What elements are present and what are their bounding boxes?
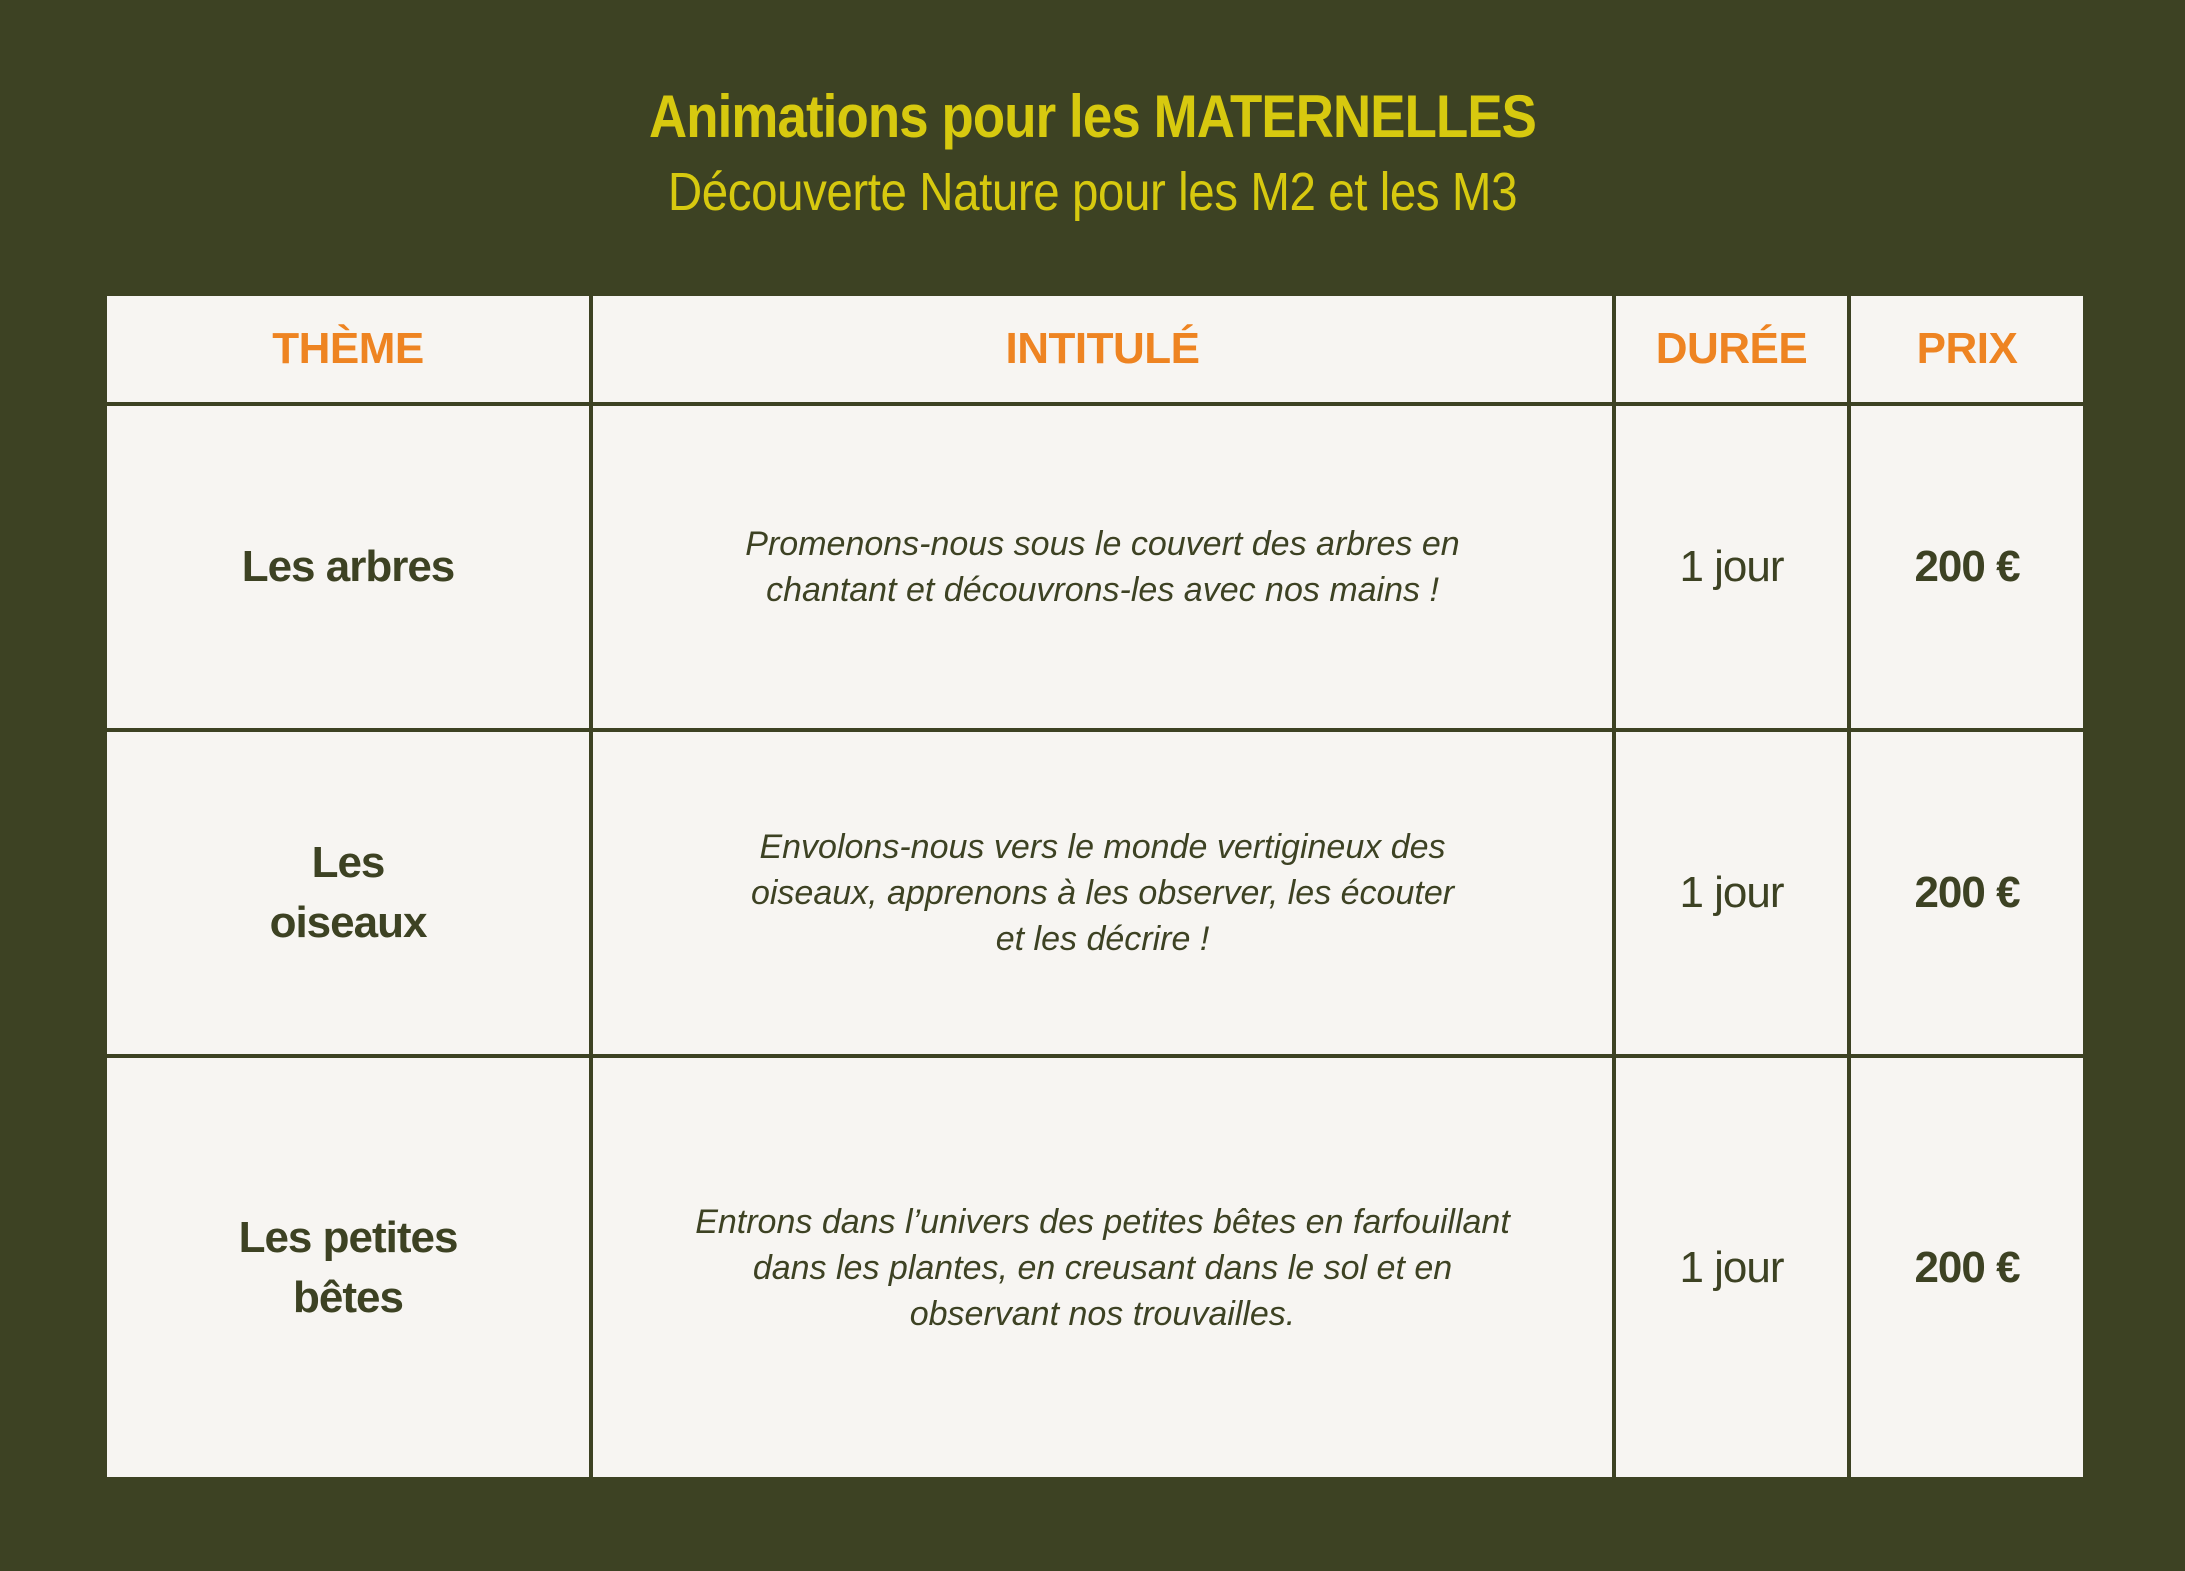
description-cell <box>591 730 1614 1056</box>
price-cell: 200 € <box>1849 404 2085 730</box>
price-cell: 200 € <box>1849 730 2085 1056</box>
description-cell <box>591 404 1614 730</box>
table-row <box>105 404 2085 730</box>
column-header-prix: PRIX <box>1849 294 2085 404</box>
description-text: Promenons-nous sous le couvert des arbres en chantant et découvrons-les avec nos mains ! <box>745 525 1460 609</box>
description-text: Entrons dans l’univers des petites bêtes en farfouillant dans les plantes, en creusant dans le sol et en observant nos trouvailles. <box>695 1202 1510 1333</box>
duration-cell: 1 jour <box>1614 730 1849 1056</box>
column-header-duree: DURÉE <box>1614 294 1849 404</box>
duration-cell: 1 jour <box>1614 1056 1849 1479</box>
duration-cell: 1 jour <box>1614 404 1849 730</box>
theme-text: Les oiseaux <box>269 838 427 947</box>
table-header-row <box>105 294 2085 404</box>
page-title: Animations pour les MATERNELLES <box>648 83 1537 150</box>
table-row <box>105 1056 2085 1479</box>
theme-cell <box>105 730 591 1056</box>
theme-cell <box>105 1056 591 1479</box>
activities-table <box>103 292 2087 1481</box>
theme-text: Les petites bêtes <box>238 1212 458 1322</box>
table-row <box>105 730 2085 1056</box>
column-header-intitule: INTITULÉ <box>591 294 1614 404</box>
theme-cell <box>105 404 591 730</box>
page-subtitle: Découverte Nature pour les M2 et les M3 <box>667 162 1518 222</box>
column-header-theme: THÈME <box>105 294 591 404</box>
description-cell <box>591 1056 1614 1479</box>
price-cell: 200 € <box>1849 1056 2085 1479</box>
theme-text: Les arbres <box>241 542 455 591</box>
description-text: Envolons-nous vers le monde vertigineux des oiseaux, apprenons à les observer, les écouter et les décrire ! <box>750 828 1455 958</box>
